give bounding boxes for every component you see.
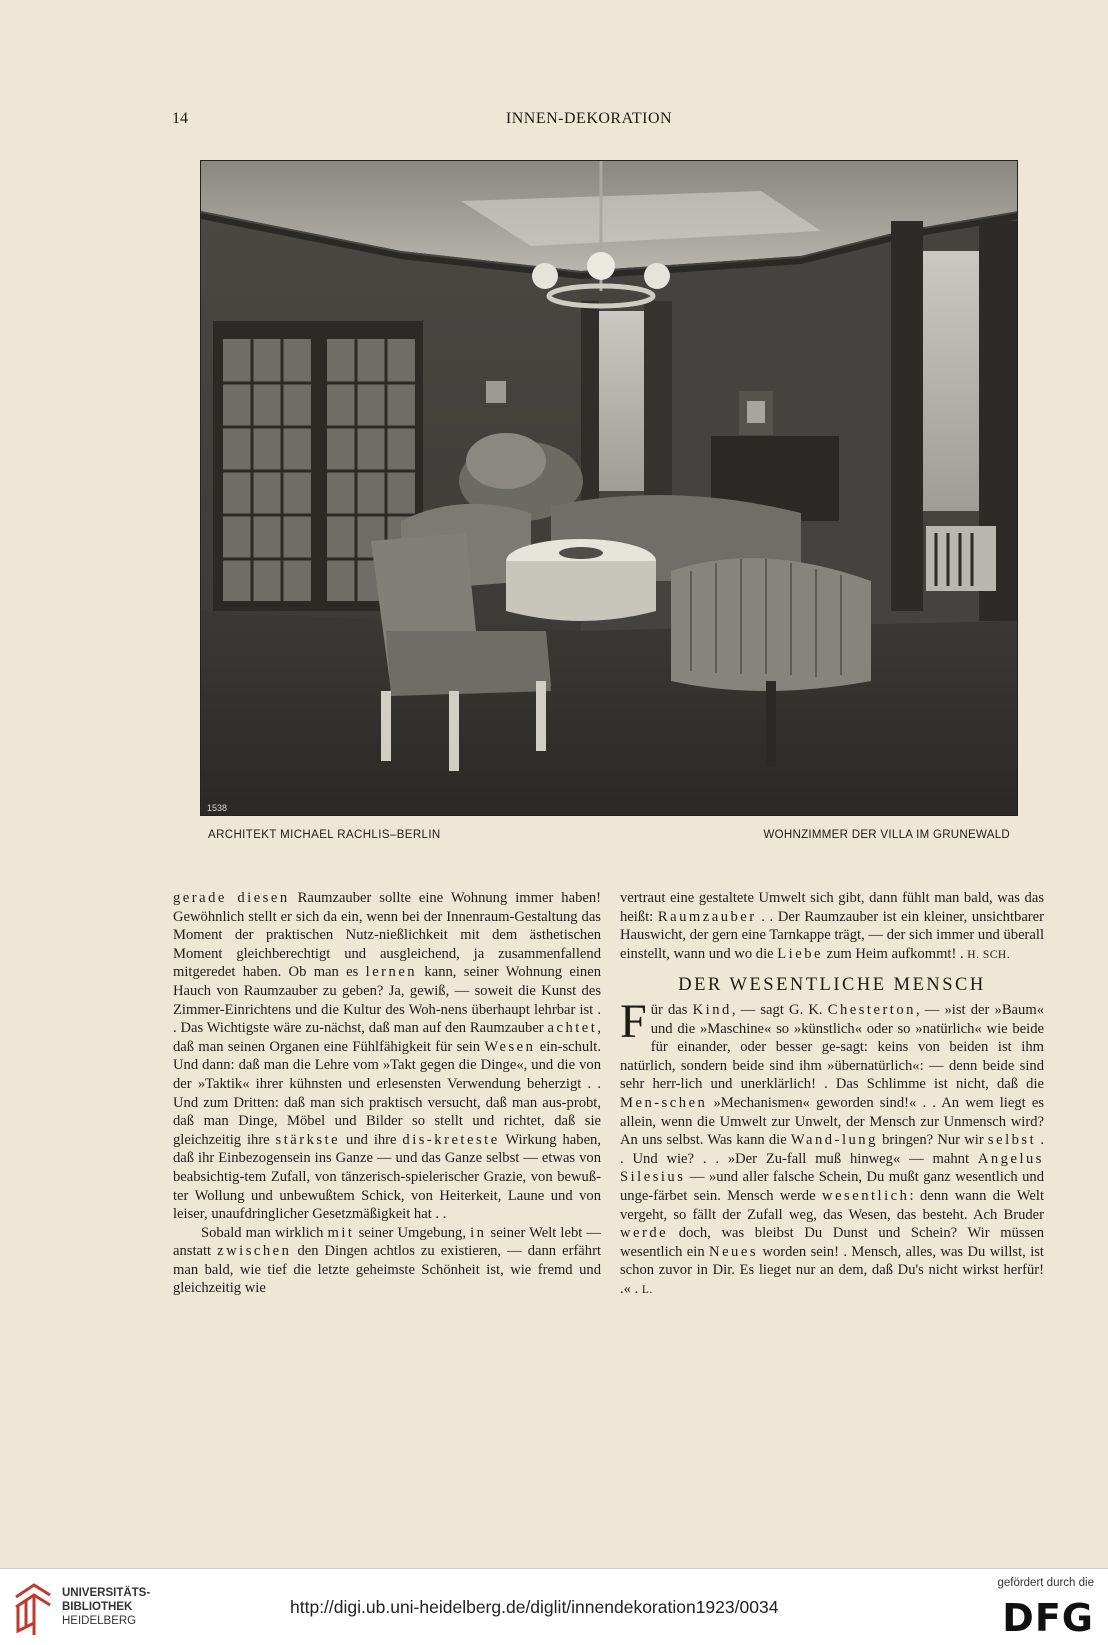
section-heading: DER WESENTLICHE MENSCH xyxy=(678,975,986,996)
plate-mark: 1538 xyxy=(207,803,228,813)
text-column-left xyxy=(173,889,601,1298)
funding-note: gefördert durch die xyxy=(997,1577,1094,1589)
paragraph: Sobald man wirklich mit seiner Umgebung, in seiner Welt lebt — anstatt zwischen den Dingen achtlos zu existieren, — dann erfährt man bald, wie tief die letzte geheimste Schönheit ist, wie fremd und gleichzeitig wie xyxy=(173,1224,601,1297)
photo-caption-architect: ARCHITEKT MICHAEL RACHLIS–BERLIN xyxy=(208,829,441,841)
permalink-url[interactable]: http://digi.ub.uni-heidelberg.de/diglit/innendekoration1923/0034 xyxy=(290,1597,779,1617)
author-initials: H. SCH. xyxy=(967,948,1011,961)
digitization-footer xyxy=(0,1568,1108,1645)
author-initials: L. xyxy=(641,1283,653,1296)
paragraph: Für das Kind, — sagt G. K. Chesterton, — »ist der »Baum« und die »Maschine« so »künstlich« oder so »natürlich« wie beide für einander, oder besser ge-sagt: keins von beiden ist ihm natürlich, sondern beide sind ihm »übernatürlich«: — denn beide sind sehr herr-lich und unerklärlich! . Das Schlimme ist nicht, daß die Men-schen »Mechanismen« geworden sind!« . . An wem liegt es allein, wenn die Umwelt zur Unwelt, der Mensch zur Unmensch wird? An uns selbst. Was kann die Wand-lung bringen? Nur wir selbst . . Und wie? . . »Der Zu-fall muß hinweg« — mahnt Angelus Silesius — »und aller falsche Schein, Du mußt ganz wesentlich und unge-färbet sein. Mensch werde wesentlich: denn wann die Welt vergeht, so fällt der Zufall weg, das Wesen, das besteht. Ach Bruder werde doch, was bleibst Du Dunst und Schein? Wir müssen wesentlich ein Neues worden sein! . Mensch, alles, was Du willst, ist schon zuvor in Dir. Es lieget nur an dem, daß Du's nicht wirkst herfür! .« . L. xyxy=(620,994,1045,1297)
photo-caption-room: WOHNZIMMER DER VILLA IM GRUNEWALD xyxy=(763,829,1010,841)
page-number: 14 xyxy=(172,110,188,127)
paragraph: gerade diesen Raumzauber sollte eine Wohnung immer haben! Gewöhnlich stellt er sich da ein, wenn bei der Innenraum-Gestaltung das Moment der praktischen Nutz-nießlichkeit mit dem ästhetischen Moment gleichberechtigt und ausgleichend, ja zusammenfallend mitgeredet haben. Ob man es lernen kann, seiner Wohnung einen Hauch von Raumzauber zu geben? Ja, gewiß, — soweit die Kunst des Zimmer-Einrichtens und die Kultur des Woh-nens überhaupt lehrbar ist . . Das Wichtigste wäre zu-nächst, daß man auf den Raumzauber achtet, daß man seinen Organen eine Fühlfähigkeit für sein Wesen ein-schult. Und dann: daß man die Lehre vom »Takt gegen die Dinge«, und die von der »Taktik« ihrer kühnsten und erlesensten Verwendung beherzigt . . Und zum Dritten: daß man sich praktisch versucht, daß man aus-probt, daß man Dinge, Möbel und Bilder so stellt und richtet, daß sie gleichzeitig ihre stärkste und ihre dis-kreteste Wirkung haben, daß ihr Einbezogensein ins Ganze — und das Ganze selbst — etwas von beabsichtig-tem Zufall, von tänzerisch-spielerischer Grazie, von bewuß-ter Wollung und unbewußtem Schick, von Heiterkeit, Laune und von leiser, unaufdringlicher Gesetzmäßigkeit hat . . xyxy=(173,890,601,1223)
drop-cap: F xyxy=(620,994,647,1048)
university-library-name: UNIVERSITÄTS- BIBLIOTHEK HEIDELBERG xyxy=(62,1587,151,1627)
paragraph: vertraut eine gestaltete Umwelt sich gibt, dann fühlt man bald, was das heißt: Raumzauber . . Der Raumzauber ist ein kleiner, unsichtbarer Hauswicht, der gern eine Tarnkappe trägt, — der sich immer und überall einstellt, wann und wo die Liebe zum Heim aufkommt! . H. SCH. xyxy=(620,890,1044,962)
university-library-logo-icon[interactable] xyxy=(12,1579,54,1637)
text-column-right xyxy=(620,889,1044,1299)
living-room-photo-image xyxy=(201,161,1018,816)
running-head: INNEN-DEKORATION xyxy=(505,110,673,127)
dfg-logo[interactable]: DFG xyxy=(1002,1596,1094,1640)
interior-photograph xyxy=(200,160,1018,816)
